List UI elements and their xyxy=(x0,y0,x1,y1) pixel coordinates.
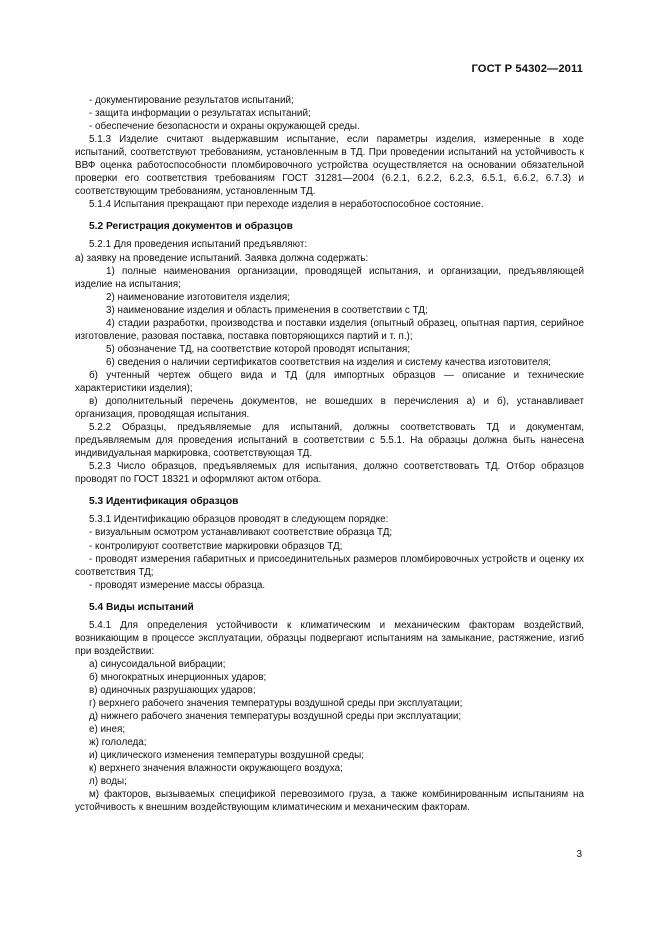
list-item: е) инея; xyxy=(89,724,126,736)
list-item: - проводят измерения габаритных и присоединительных размеров пломбировочных устройств и оценку их соответствия ТД; xyxy=(75,553,584,578)
list-item: 3) наименование изделия и область применения в соответствии с ТД; xyxy=(106,304,428,316)
list-item: - документирование результатов испытаний; xyxy=(89,95,294,106)
list-item: м) факторов, вызываемых спецификой перевозимого груза, а также комбинированным испытаниям на устойчивость к внешним воздействующим климатическим и механическим факторам. xyxy=(75,789,584,814)
list-item: 4) стадии разработки, производства и поставки изделия (опытный образец, опытная партия, серийное изготовление, разовая поставка, поставка повторяющихся партий и т. п.); xyxy=(75,317,584,342)
list-item: б) многократных инерционных ударов; xyxy=(89,671,267,683)
list-item: 1) полные наименования организации, проводящей испытания, и организации, предъявляющей изделие на испытания; xyxy=(75,265,584,290)
list-item: - защита информации о результатах испытаний; xyxy=(89,108,311,120)
list-item: и) циклического изменения температуры воздушной среды; xyxy=(89,750,364,762)
clause-5-2-2: 5.2.2 Образцы, предъявляемые для испытаний, должны соответствовать ТД и документам, предъявляемым для проведения испытаний в соответствии с 5.5.1. На образцы должна быть нанесена индивидуальная маркировка, соответствующая ТД. xyxy=(75,422,584,460)
list-item: - контролируют соответствие маркировки образцов ТД; xyxy=(89,540,343,552)
list-item: а) заявку на проведение испытаний. Заявка должна содержать: xyxy=(75,252,369,264)
list-item: - визуальным осмотром устанавливают соответствие образца ТД; xyxy=(89,527,393,539)
list-item: в) дополнительный перечень документов, не вошедших в перечисления а) и б), устанавливает организация, проводящая испытания. xyxy=(75,396,584,421)
list-item: к) верхнего значения влажности окружающего воздуха; xyxy=(89,763,343,775)
clause-5-1-4: 5.1.4 Испытания прекращают при переходе изделия в неработоспособное состояние. xyxy=(89,199,484,211)
list-item: - проводят измерение массы образца. xyxy=(89,579,266,591)
list-item: - обеспечение безопасности и охраны окружающей среды. xyxy=(89,121,360,133)
clause-5-4-1: 5.4.1 Для определения устойчивости к климатическим и механическим факторам воздействий, возникающим в процессе эксплуатации, образцы подвергают испытаниям на замыкание, растяжение, изгиб при воздействии: xyxy=(75,619,584,657)
list-item: ж) гололеда; xyxy=(89,737,147,749)
list-item: 5) обозначение ТД, на соответствие которой проводят испытания; xyxy=(106,343,411,355)
list-item: д) нижнего рабочего значения температуры воздушной среды при эксплуатации; xyxy=(89,711,462,723)
section-heading-5-3: 5.3 Идентификация образцов xyxy=(89,496,239,508)
document-body xyxy=(75,94,584,814)
list-item: 2) наименование изготовителя изделия; xyxy=(106,291,290,303)
section-heading-5-2: 5.2 Регистрация документов и образцов xyxy=(89,221,293,233)
clause-5-1-3: 5.1.3 Изделие считают выдержавшим испытание, если параметры изделия, измеренные в ходе испытаний, соответствуют требованиям, установленным в ТД. При проведении испытаний на устойчивость к ВВФ оценка работоспособности пломбировочного устройства осуществляется на основании обязательной проверки его соответствия требованиям ГОСТ 31281—2004 (6.2.1, 6.2.2, 6.2.3, 6.5.1, 6.6.2, 6.7.3) и соответствующим требованиям, установленным ТД. xyxy=(75,134,584,198)
section-heading-5-4: 5.4 Виды испытаний xyxy=(89,601,194,613)
clause-5-3-1: 5.3.1 Идентификацию образцов проводят в следующем порядке: xyxy=(89,514,389,526)
list-item: б) учтенный чертеж общего вида и ТД (для импортных образцов — описание и технические характеристики изделия); xyxy=(75,369,584,394)
list-item: а) синусоидальной вибрации; xyxy=(89,658,226,670)
page-number: 3 xyxy=(576,849,582,860)
list-item: г) верхнего рабочего значения температуры воздушной среды при эксплуатации; xyxy=(89,698,463,710)
list-item: в) одиночных разрушающих ударов; xyxy=(89,684,256,696)
list-item: 6) сведения о наличии сертификатов соответствия на изделия и систему качества изготовителя; xyxy=(106,356,552,368)
document-id-header: ГОСТ Р 54302—2011 xyxy=(471,63,583,75)
clause-5-2-1: 5.2.1 Для проведения испытаний предъявляют: xyxy=(89,239,308,251)
list-item: л) воды; xyxy=(89,776,127,788)
clause-5-2-3: 5.2.3 Число образцов, предъявляемых для испытания, должно соответствовать ТД. Отбор образцов проводят по ГОСТ 18321 и оформляют актом отбора. xyxy=(75,461,584,486)
